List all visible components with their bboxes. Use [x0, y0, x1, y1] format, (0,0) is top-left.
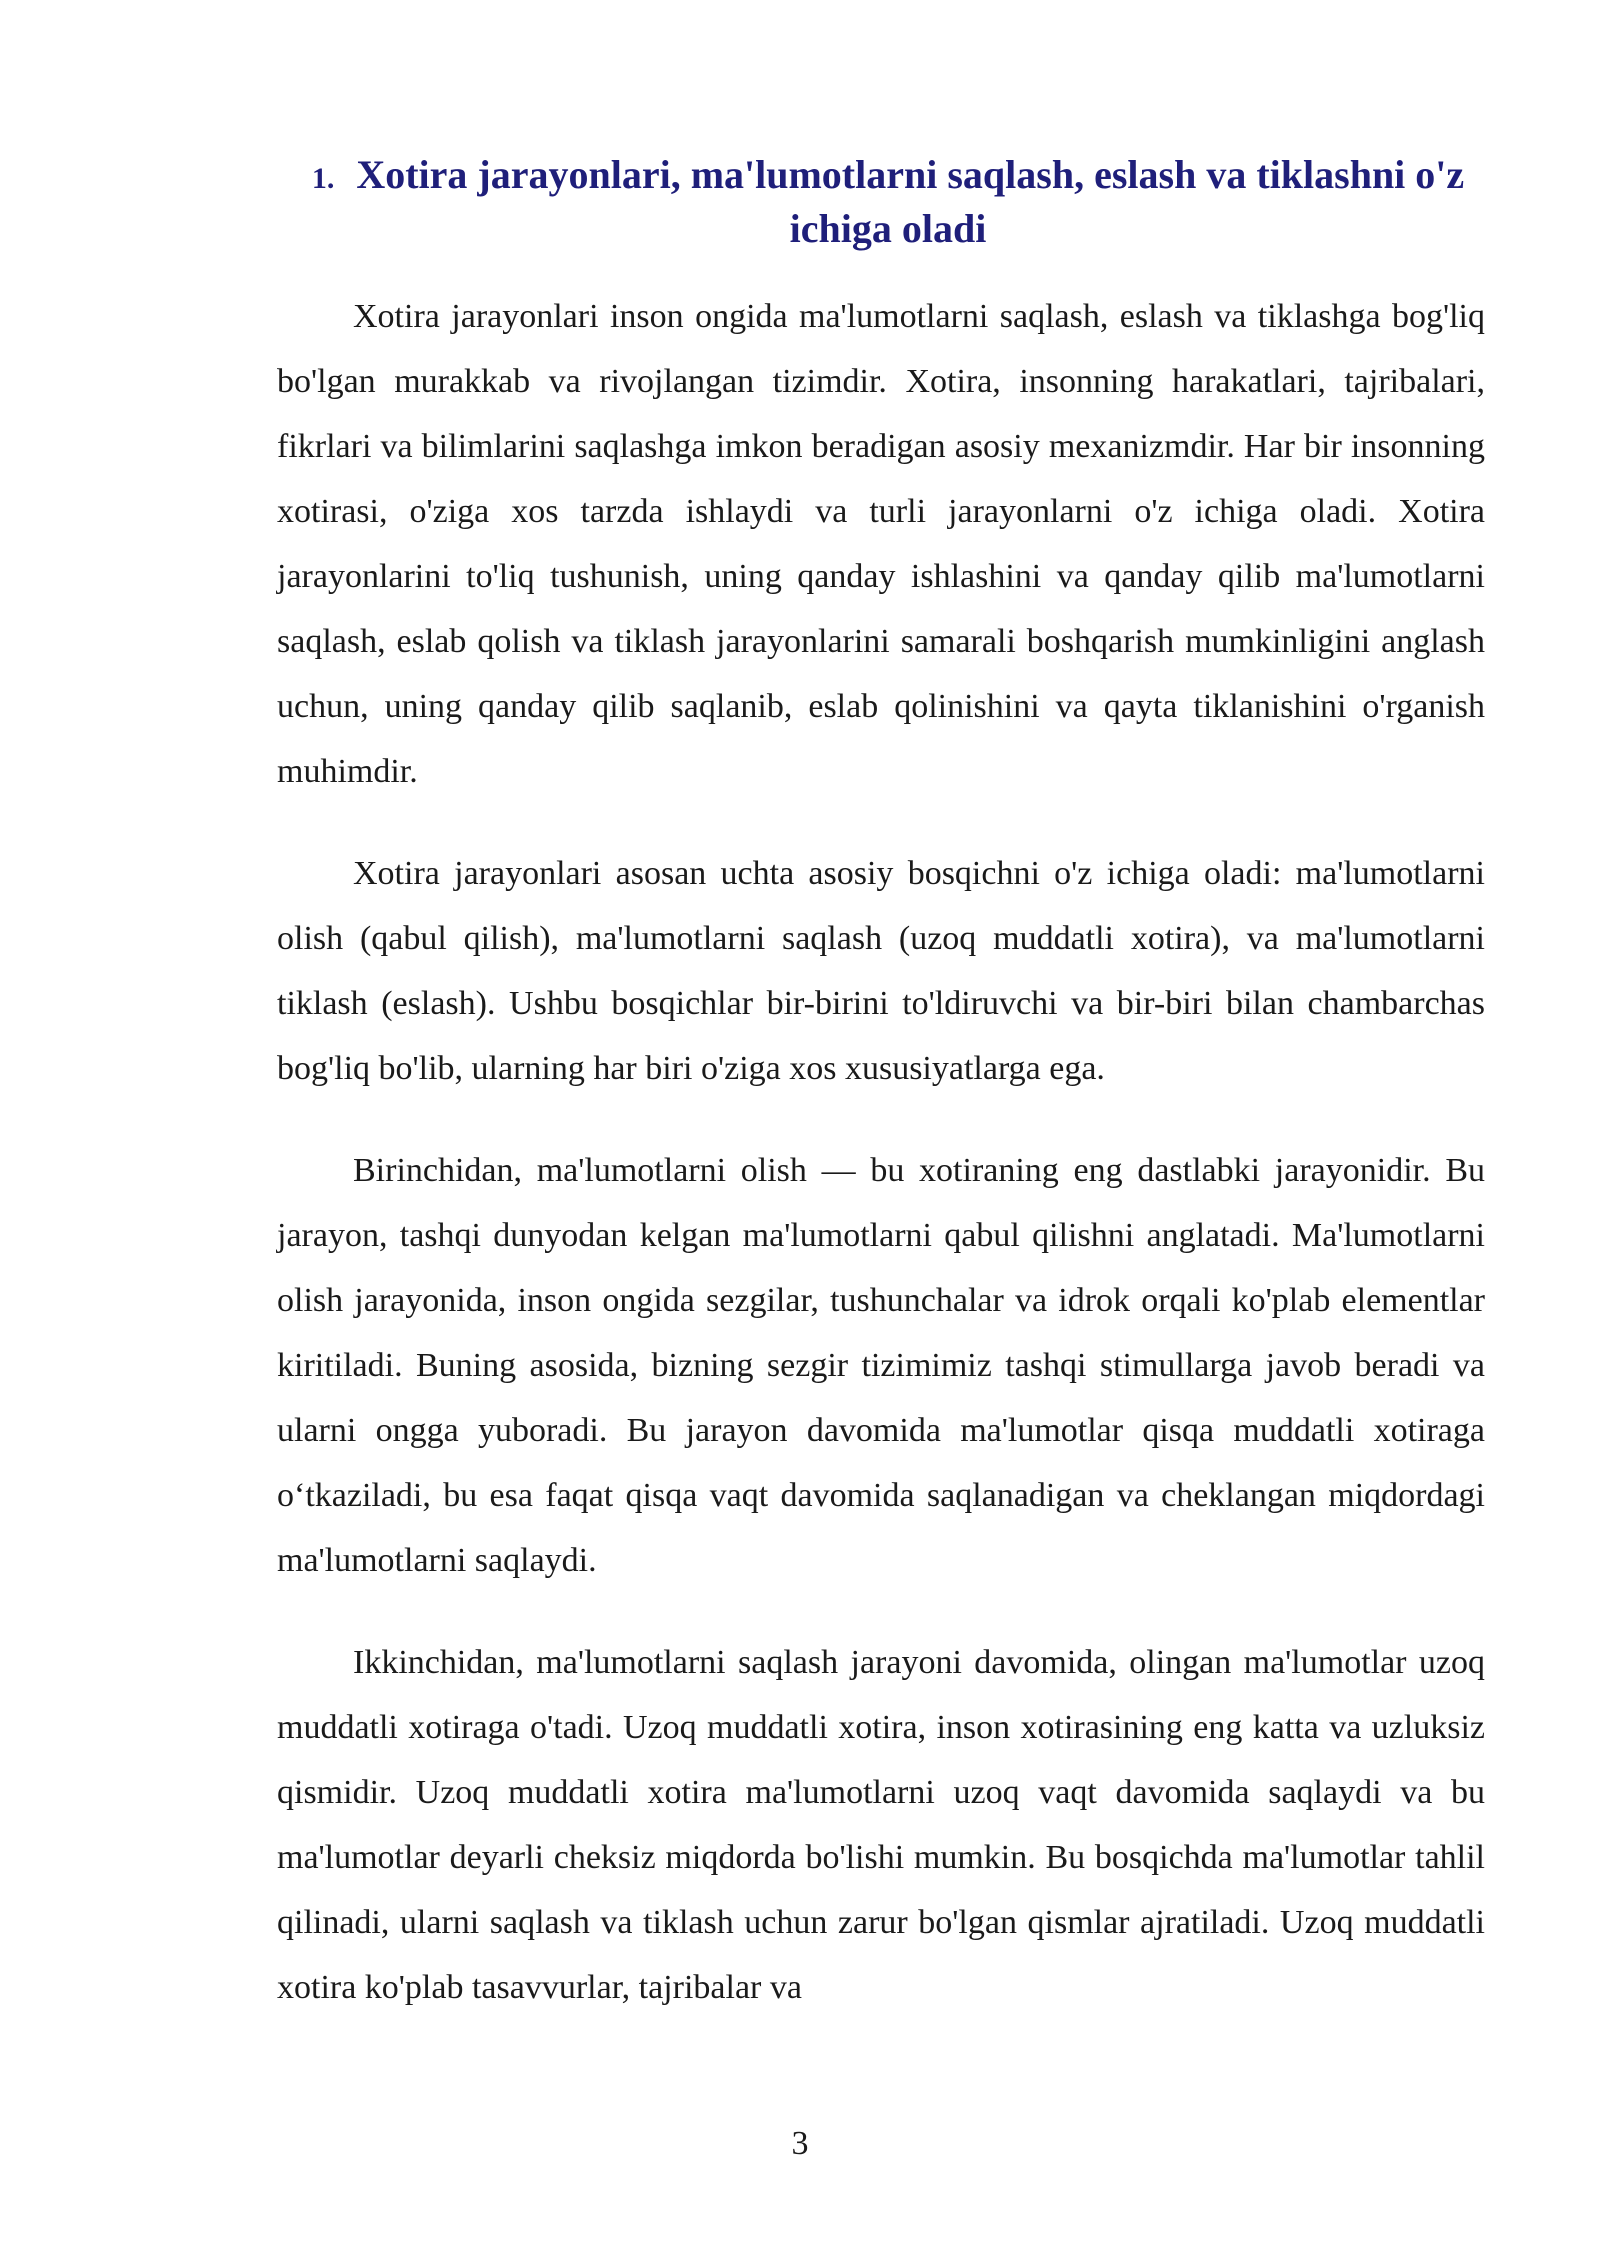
paragraph-4: Ikkinchidan, ma'lumotlarni saqlash jarayoni davomida, olingan ma'lumotlar uzoq muddatli xotiraga o'tadi. Uzoq muddatli xotira, inson xotirasining eng katta va uzluksiz qismidir. Uzoq muddatli xotira ma'lumotlarni uzoq vaqt davomida saqlaydi va bu ma'lumotlar deyarli cheksiz miqdorda bo'lishi mumkin. Bu bosqichda ma'lumotlar tahlil qilinadi, ularni saqlash va tiklash uchun zarur bo'lgan qismlar ajratiladi. Uzoq muddatli xotira ko'plab tasavvurlar, tajribalar va [277, 1644, 1485, 2006]
paragraph-2: Xotira jarayonlari asosan uchta asosiy bosqichni o'z ichiga oladi: ma'lumotlarni olish (qabul qilish), ma'lumotlarni saqlash (uzoq muddatli xotira), va ma'lumotlarni tiklash (eslash). Ushbu bosqichlar bir-birini to'ldiruvchi va bir-biri bilan chambarchas bog'liq bo'lib, ularning har biri o'ziga xos xususiyatlarga ega. [277, 855, 1485, 1087]
paragraph-1: Xotira jarayonlari inson ongida ma'lumotlarni saqlash, eslash va tiklashga bog'liq bo'lgan murakkab va rivojlangan tizimdir. Xotira, insonning harakatlari, tajribalari, fikrlari va bilimlarini saqlashga imkon beradigan asosiy mexanizmdir. Har bir insonning xotirasi, o'ziga xos tarzda ishlaydi va turli jarayonlarni o'z ichiga oladi. Xotira jarayonlarini to'liq tushunish, uning qanday ishlashini va qanday qilib ma'lumotlarni saqlash, eslab qolish va tiklash jarayonlarini samarali boshqarish mumkinligini anglash uchun, uning qanday qilib saqlanib, eslab qolinishini va qayta tiklanishini o'rganish muhimdir. [277, 298, 1485, 790]
section-number: 1. [311, 162, 335, 195]
paragraph-3: Birinchidan, ma'lumotlarni olish — bu xotiraning eng dastlabki jarayonidir. Bu jarayon, tashqi dunyodan kelgan ma'lumotlarni qabul qilishni anglatadi. Ma'lumotlarni olish jarayonida, inson ongida sezgilar, tushunchalar va idrok orqali ko'plab elementlar kiritiladi. Buning asosida, bizning sezgir tizimimiz tashqi stimullarga javob beradi va ularni ongga yuboradi. Bu jarayon davomida ma'lumotlar qisqa muddatli xotiraga o‘tkaziladi, bu esa faqat qisqa vaqt davomida saqlanadigan va cheklangan miqdordagi ma'lumotlarni saqlaydi. [277, 1152, 1485, 1579]
page-number: 3 [791, 2125, 809, 2162]
page-content [277, 150, 1485, 2057]
section-title: Xotira jarayonlari, ma'lumotlarni saqlash, eslash va tiklashni o'z ichiga oladi [356, 152, 1465, 251]
section-heading [277, 150, 1485, 254]
